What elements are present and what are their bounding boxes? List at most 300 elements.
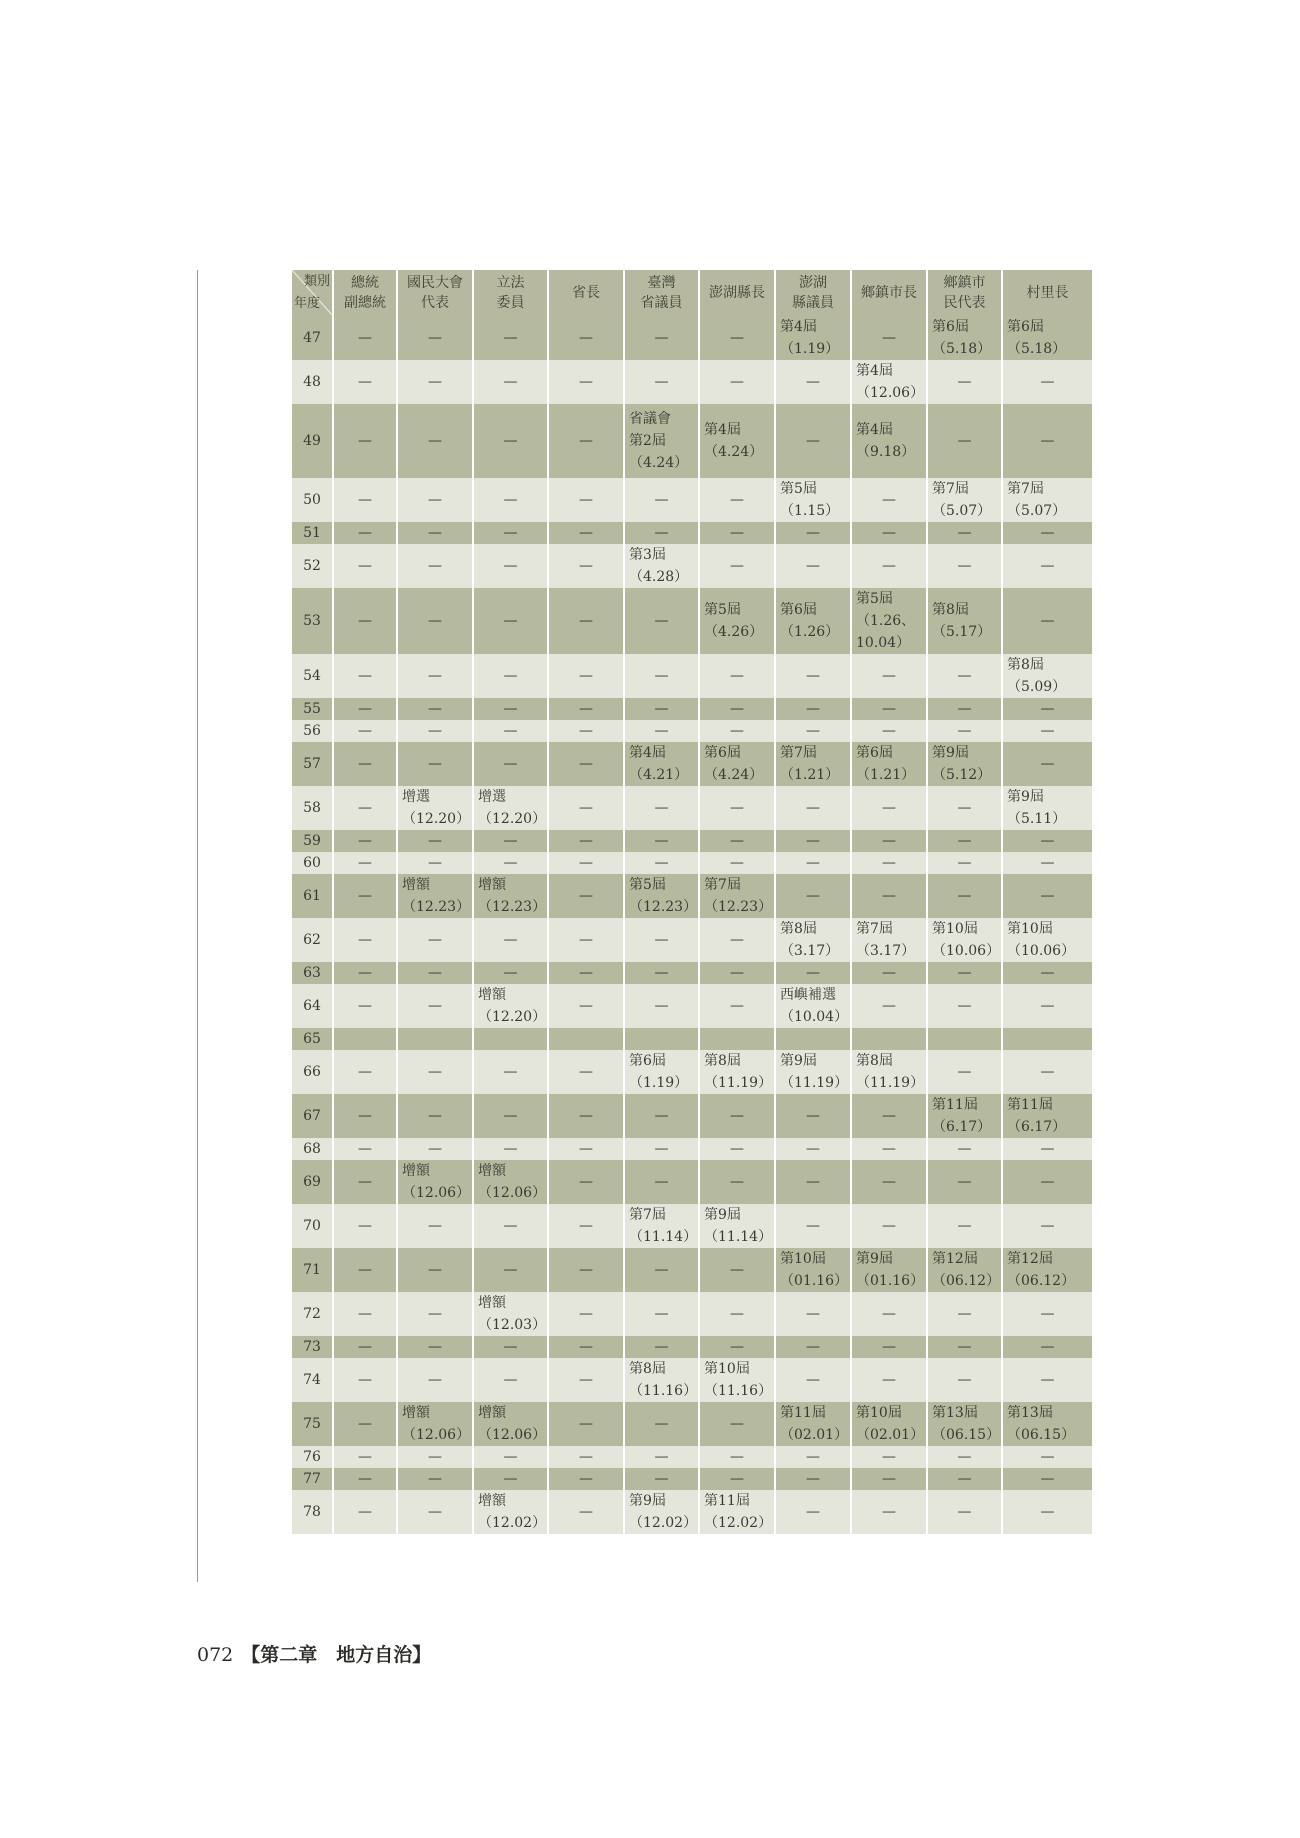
table-cell: — (1002, 852, 1092, 874)
table-cell: 第7屆 （11.14） (624, 1204, 699, 1248)
table-cell: 第13屆 （06.15） (927, 1402, 1002, 1446)
table-cell: — (548, 1292, 624, 1336)
table-cell (775, 1028, 851, 1050)
table-cell: — (333, 544, 397, 588)
year-cell: 77 (292, 1468, 333, 1490)
table-cell: — (473, 720, 548, 742)
table-cell: — (333, 698, 397, 720)
table-cell: — (333, 1358, 397, 1402)
table-cell: 第11屆 （12.02） (699, 1490, 775, 1534)
table-cell: — (548, 874, 624, 918)
year-cell: 78 (292, 1490, 333, 1534)
table-cell: — (473, 544, 548, 588)
table-row (292, 984, 1092, 1028)
table-cell: 第9屆 （01.16） (851, 1248, 927, 1292)
table-row (292, 1292, 1092, 1336)
table-cell: — (775, 404, 851, 478)
table-cell: — (927, 830, 1002, 852)
table-row (292, 1402, 1092, 1446)
table-cell: — (1002, 404, 1092, 478)
table-cell: — (548, 588, 624, 654)
table-cell: — (624, 1160, 699, 1204)
table-cell: — (775, 962, 851, 984)
column-header: 省長 (548, 270, 624, 316)
table-cell: — (548, 742, 624, 786)
table-cell: 第6屆 （1.26） (775, 588, 851, 654)
year-cell: 57 (292, 742, 333, 786)
table-cell: 第12屆 （06.12） (1002, 1248, 1092, 1292)
table-cell: — (775, 1138, 851, 1160)
column-header: 鄉鎮市 民代表 (927, 270, 1002, 316)
table-cell: — (851, 984, 927, 1028)
table-cell: — (699, 478, 775, 522)
header-row (292, 270, 1092, 316)
table-cell: — (624, 918, 699, 962)
election-table (292, 270, 1092, 1534)
table-cell (333, 1028, 397, 1050)
table-row (292, 1094, 1092, 1138)
table-cell: — (333, 918, 397, 962)
table-cell: — (1002, 1292, 1092, 1336)
table-cell: — (775, 1446, 851, 1468)
table-row (292, 1138, 1092, 1160)
year-cell: 67 (292, 1094, 333, 1138)
table-cell: 第4屆 （4.24） (699, 404, 775, 478)
table-cell: — (851, 786, 927, 830)
table-cell: — (624, 1094, 699, 1138)
year-cell: 74 (292, 1358, 333, 1402)
table-cell: 第7屆 （12.23） (699, 874, 775, 918)
table-row (292, 478, 1092, 522)
table-cell: — (775, 1358, 851, 1402)
table-cell: — (851, 1138, 927, 1160)
table-cell: — (699, 786, 775, 830)
table-cell: — (851, 1336, 927, 1358)
table-cell: — (548, 786, 624, 830)
table-cell: — (851, 522, 927, 544)
table-cell: — (775, 1468, 851, 1490)
table-cell: — (548, 478, 624, 522)
table-row (292, 1204, 1092, 1248)
table-cell: — (775, 786, 851, 830)
table-cell: — (775, 1336, 851, 1358)
table-cell: — (624, 786, 699, 830)
table-cell: 第5屆 （1.26、 10.04） (851, 588, 927, 654)
table-cell: — (473, 1358, 548, 1402)
table-cell: — (333, 720, 397, 742)
year-cell: 76 (292, 1446, 333, 1468)
table-cell: — (548, 1204, 624, 1248)
table-cell: 增選 （12.20） (397, 786, 473, 830)
table-cell: — (397, 918, 473, 962)
table-row (292, 786, 1092, 830)
table-cell: — (624, 360, 699, 404)
table-body (292, 316, 1092, 1534)
table-cell: — (1002, 720, 1092, 742)
table-cell: — (1002, 1468, 1092, 1490)
table-row (292, 962, 1092, 984)
table-cell: — (548, 360, 624, 404)
table-cell: 第10屆 （01.16） (775, 1248, 851, 1292)
year-cell: 56 (292, 720, 333, 742)
table-row (292, 1160, 1092, 1204)
table-cell: — (548, 698, 624, 720)
table-cell: — (699, 522, 775, 544)
table-cell: — (333, 1248, 397, 1292)
table-cell: 第11屆 （6.17） (1002, 1094, 1092, 1138)
table-cell: — (548, 1446, 624, 1468)
table-cell: — (473, 852, 548, 874)
table-cell: — (775, 544, 851, 588)
year-cell: 65 (292, 1028, 333, 1050)
table-cell: 第5屆 （12.23） (624, 874, 699, 918)
column-header: 總統 副總統 (333, 270, 397, 316)
table-cell (851, 1028, 927, 1050)
table-cell: — (624, 1336, 699, 1358)
table-cell: 第6屆 （1.19） (624, 1050, 699, 1094)
year-cell: 59 (292, 830, 333, 852)
table-row (292, 1336, 1092, 1358)
table-cell: — (927, 1468, 1002, 1490)
table-cell: 第10屆 （11.16） (699, 1358, 775, 1402)
table-cell: — (473, 1094, 548, 1138)
table-cell: — (624, 588, 699, 654)
table-cell: — (699, 1336, 775, 1358)
table-cell: 西嶼補選 （10.04） (775, 984, 851, 1028)
table-cell: — (699, 698, 775, 720)
table-cell: — (397, 588, 473, 654)
table-row (292, 742, 1092, 786)
year-cell: 61 (292, 874, 333, 918)
table-cell: — (548, 720, 624, 742)
year-cell: 72 (292, 1292, 333, 1336)
table-cell: — (851, 1094, 927, 1138)
table-cell: — (624, 1248, 699, 1292)
table-cell: — (473, 830, 548, 852)
table-cell: — (333, 874, 397, 918)
table-cell: — (699, 1402, 775, 1446)
table-cell: — (927, 1204, 1002, 1248)
table-cell: — (397, 1336, 473, 1358)
table-cell: 第4屆 （1.19） (775, 316, 851, 360)
table-cell: — (1002, 1446, 1092, 1468)
table-cell: — (333, 1050, 397, 1094)
year-cell: 58 (292, 786, 333, 830)
table-cell: — (333, 852, 397, 874)
table-cell: — (699, 1094, 775, 1138)
year-cell: 64 (292, 984, 333, 1028)
table-cell: — (548, 1248, 624, 1292)
table-cell: — (397, 1446, 473, 1468)
table-row (292, 654, 1092, 698)
table-cell: — (775, 522, 851, 544)
table-row (292, 588, 1092, 654)
table-cell: — (927, 522, 1002, 544)
table-cell: — (333, 1402, 397, 1446)
table-cell: 第9屆 （11.14） (699, 1204, 775, 1248)
table-cell: — (1002, 830, 1092, 852)
year-cell: 73 (292, 1336, 333, 1358)
table-cell: — (624, 852, 699, 874)
table-cell: — (851, 1468, 927, 1490)
table-cell: — (1002, 544, 1092, 588)
table-cell: — (624, 1292, 699, 1336)
table-cell: — (851, 544, 927, 588)
table-row (292, 1358, 1092, 1402)
table-cell: — (775, 698, 851, 720)
table-cell: — (699, 544, 775, 588)
table-cell: — (1002, 984, 1092, 1028)
table-cell: — (473, 654, 548, 698)
table-cell: 第8屆 （11.16） (624, 1358, 699, 1402)
table-cell: — (548, 1160, 624, 1204)
table-cell: — (397, 522, 473, 544)
page-number: 072 (197, 1644, 234, 1666)
table-cell: — (473, 742, 548, 786)
table-cell: — (624, 1468, 699, 1490)
table-cell: — (851, 698, 927, 720)
table-cell: — (775, 1094, 851, 1138)
table-cell: 增額 （12.06） (473, 1402, 548, 1446)
table-cell: 第11屆 （6.17） (927, 1094, 1002, 1138)
table-cell: — (333, 1094, 397, 1138)
table-cell: — (333, 1138, 397, 1160)
table-cell: — (775, 654, 851, 698)
table-cell: — (699, 1160, 775, 1204)
table-cell: — (548, 918, 624, 962)
table-cell: — (397, 1138, 473, 1160)
table-cell: — (397, 360, 473, 404)
table-cell: — (473, 478, 548, 522)
year-cell: 66 (292, 1050, 333, 1094)
table-cell: — (548, 1402, 624, 1446)
table-cell: — (624, 984, 699, 1028)
table-cell: 第8屆 （5.17） (927, 588, 1002, 654)
table-cell: 第4屆 （9.18） (851, 404, 927, 478)
election-schedule-table (292, 270, 1092, 1534)
table-cell: — (927, 1446, 1002, 1468)
table-cell: — (548, 522, 624, 544)
table-cell: 增額 （12.20） (473, 984, 548, 1028)
table-cell: 第4屆 （12.06） (851, 360, 927, 404)
table-cell: — (699, 962, 775, 984)
table-cell: — (851, 962, 927, 984)
table-cell: — (1002, 1204, 1092, 1248)
table-cell: — (473, 1248, 548, 1292)
table-cell: — (473, 1050, 548, 1094)
table-cell: — (333, 1204, 397, 1248)
table-cell: — (473, 918, 548, 962)
table-cell: — (927, 1138, 1002, 1160)
table-cell: — (624, 654, 699, 698)
table-cell: — (927, 1336, 1002, 1358)
table-cell (397, 1028, 473, 1050)
table-cell: — (333, 478, 397, 522)
table-cell: — (851, 852, 927, 874)
table-cell: — (473, 1138, 548, 1160)
table-row (292, 522, 1092, 544)
table-cell: — (624, 1402, 699, 1446)
column-header: 澎湖 縣議員 (775, 270, 851, 316)
table-cell: — (699, 1248, 775, 1292)
table-cell: — (927, 852, 1002, 874)
table-cell: — (624, 522, 699, 544)
table-cell: — (699, 1468, 775, 1490)
table-cell: 第10屆 （10.06） (927, 918, 1002, 962)
table-cell: 第7屆 （1.21） (775, 742, 851, 786)
table-cell: — (397, 1248, 473, 1292)
table-cell: — (548, 1490, 624, 1534)
table-cell: 增額 （12.06） (473, 1160, 548, 1204)
table-cell: — (1002, 962, 1092, 984)
table-cell: — (473, 360, 548, 404)
table-cell: 第8屆 （5.09） (1002, 654, 1092, 698)
table-cell (473, 1028, 548, 1050)
table-cell: — (624, 830, 699, 852)
table-cell: — (397, 962, 473, 984)
table-cell: — (333, 588, 397, 654)
table-cell: — (1002, 1358, 1092, 1402)
table-cell: — (333, 1292, 397, 1336)
year-cell: 55 (292, 698, 333, 720)
table-row (292, 1490, 1092, 1534)
table-cell: — (699, 984, 775, 1028)
year-cell: 51 (292, 522, 333, 544)
table-cell: — (333, 1160, 397, 1204)
table-cell: — (473, 962, 548, 984)
table-cell: — (1002, 1050, 1092, 1094)
table-cell: — (624, 478, 699, 522)
table-cell: — (473, 1336, 548, 1358)
table-cell: — (333, 830, 397, 852)
table-cell: — (333, 1468, 397, 1490)
table-cell: — (333, 1446, 397, 1468)
table-cell: — (775, 360, 851, 404)
table-cell: — (699, 1292, 775, 1336)
table-cell: — (851, 874, 927, 918)
year-cell: 68 (292, 1138, 333, 1160)
table-cell: 增額 （12.02） (473, 1490, 548, 1534)
table-cell: — (548, 1138, 624, 1160)
table-cell: — (1002, 522, 1092, 544)
table-cell: 第8屆 （3.17） (775, 918, 851, 962)
table-cell (699, 1028, 775, 1050)
table-cell: — (548, 1094, 624, 1138)
table-cell: 第9屆 （5.12） (927, 742, 1002, 786)
table-cell: 第9屆 （12.02） (624, 1490, 699, 1534)
table-cell: 第4屆 （4.21） (624, 742, 699, 786)
column-header: 村里長 (1002, 270, 1092, 316)
table-cell: — (699, 852, 775, 874)
table-cell: — (775, 1292, 851, 1336)
table-cell: — (927, 698, 1002, 720)
year-cell: 75 (292, 1402, 333, 1446)
table-cell: — (397, 478, 473, 522)
table-cell: — (397, 830, 473, 852)
corner-category-label: 類別 (303, 274, 330, 289)
table-row (292, 830, 1092, 852)
table-cell: — (548, 1468, 624, 1490)
table-cell: — (397, 1292, 473, 1336)
table-cell: — (624, 1138, 699, 1160)
table-cell: — (333, 962, 397, 984)
year-cell: 60 (292, 852, 333, 874)
table-row (292, 1050, 1092, 1094)
table-cell: — (1002, 588, 1092, 654)
table-cell: — (473, 1204, 548, 1248)
table-cell: — (333, 404, 397, 478)
table-cell: 第8屆 （11.19） (851, 1050, 927, 1094)
table-cell (1002, 1028, 1092, 1050)
table-cell: — (927, 786, 1002, 830)
table-cell: — (397, 1358, 473, 1402)
table-cell: — (1002, 1160, 1092, 1204)
table-cell: — (927, 874, 1002, 918)
table-cell: — (851, 830, 927, 852)
column-header: 澎湖縣長 (699, 270, 775, 316)
table-cell: — (473, 316, 548, 360)
table-cell: — (624, 962, 699, 984)
table-cell: — (927, 1358, 1002, 1402)
table-row (292, 874, 1092, 918)
table-cell: — (851, 1204, 927, 1248)
year-cell: 70 (292, 1204, 333, 1248)
table-cell: — (548, 984, 624, 1028)
table-cell: — (851, 316, 927, 360)
table-row (292, 360, 1092, 404)
table-cell: — (851, 654, 927, 698)
table-cell: — (397, 1094, 473, 1138)
table-cell: — (851, 478, 927, 522)
table-cell: 第13屆 （06.15） (1002, 1402, 1092, 1446)
table-cell: — (851, 1160, 927, 1204)
table-cell: — (333, 522, 397, 544)
table-cell: 第7屆 （5.07） (927, 478, 1002, 522)
column-header: 立法 委員 (473, 270, 548, 316)
year-cell: 54 (292, 654, 333, 698)
table-cell: 增額 （12.23） (397, 874, 473, 918)
table-cell: — (397, 1050, 473, 1094)
table-cell: — (473, 404, 548, 478)
table-cell: 增額 （12.06） (397, 1402, 473, 1446)
corner-header-cell (292, 270, 333, 316)
table-cell: — (927, 404, 1002, 478)
table-cell: — (927, 1160, 1002, 1204)
table-cell: — (699, 360, 775, 404)
table-cell: — (333, 742, 397, 786)
column-header: 臺灣 省議員 (624, 270, 699, 316)
table-cell: — (548, 654, 624, 698)
table-row (292, 1446, 1092, 1468)
column-header: 國民大會 代表 (397, 270, 473, 316)
table-cell: — (473, 522, 548, 544)
table-cell: — (775, 830, 851, 852)
table-cell: — (775, 720, 851, 742)
table-cell: 增選 （12.20） (473, 786, 548, 830)
table-row (292, 404, 1092, 478)
table-cell: — (1002, 1336, 1092, 1358)
table-cell: — (473, 1468, 548, 1490)
year-cell: 53 (292, 588, 333, 654)
table-cell: — (333, 786, 397, 830)
table-cell: — (397, 544, 473, 588)
table-row (292, 852, 1092, 874)
table-row (292, 1468, 1092, 1490)
table-cell: 第6屆 （4.24） (699, 742, 775, 786)
table-cell: 第6屆 （5.18） (927, 316, 1002, 360)
table-cell: — (548, 404, 624, 478)
table-cell: — (548, 830, 624, 852)
